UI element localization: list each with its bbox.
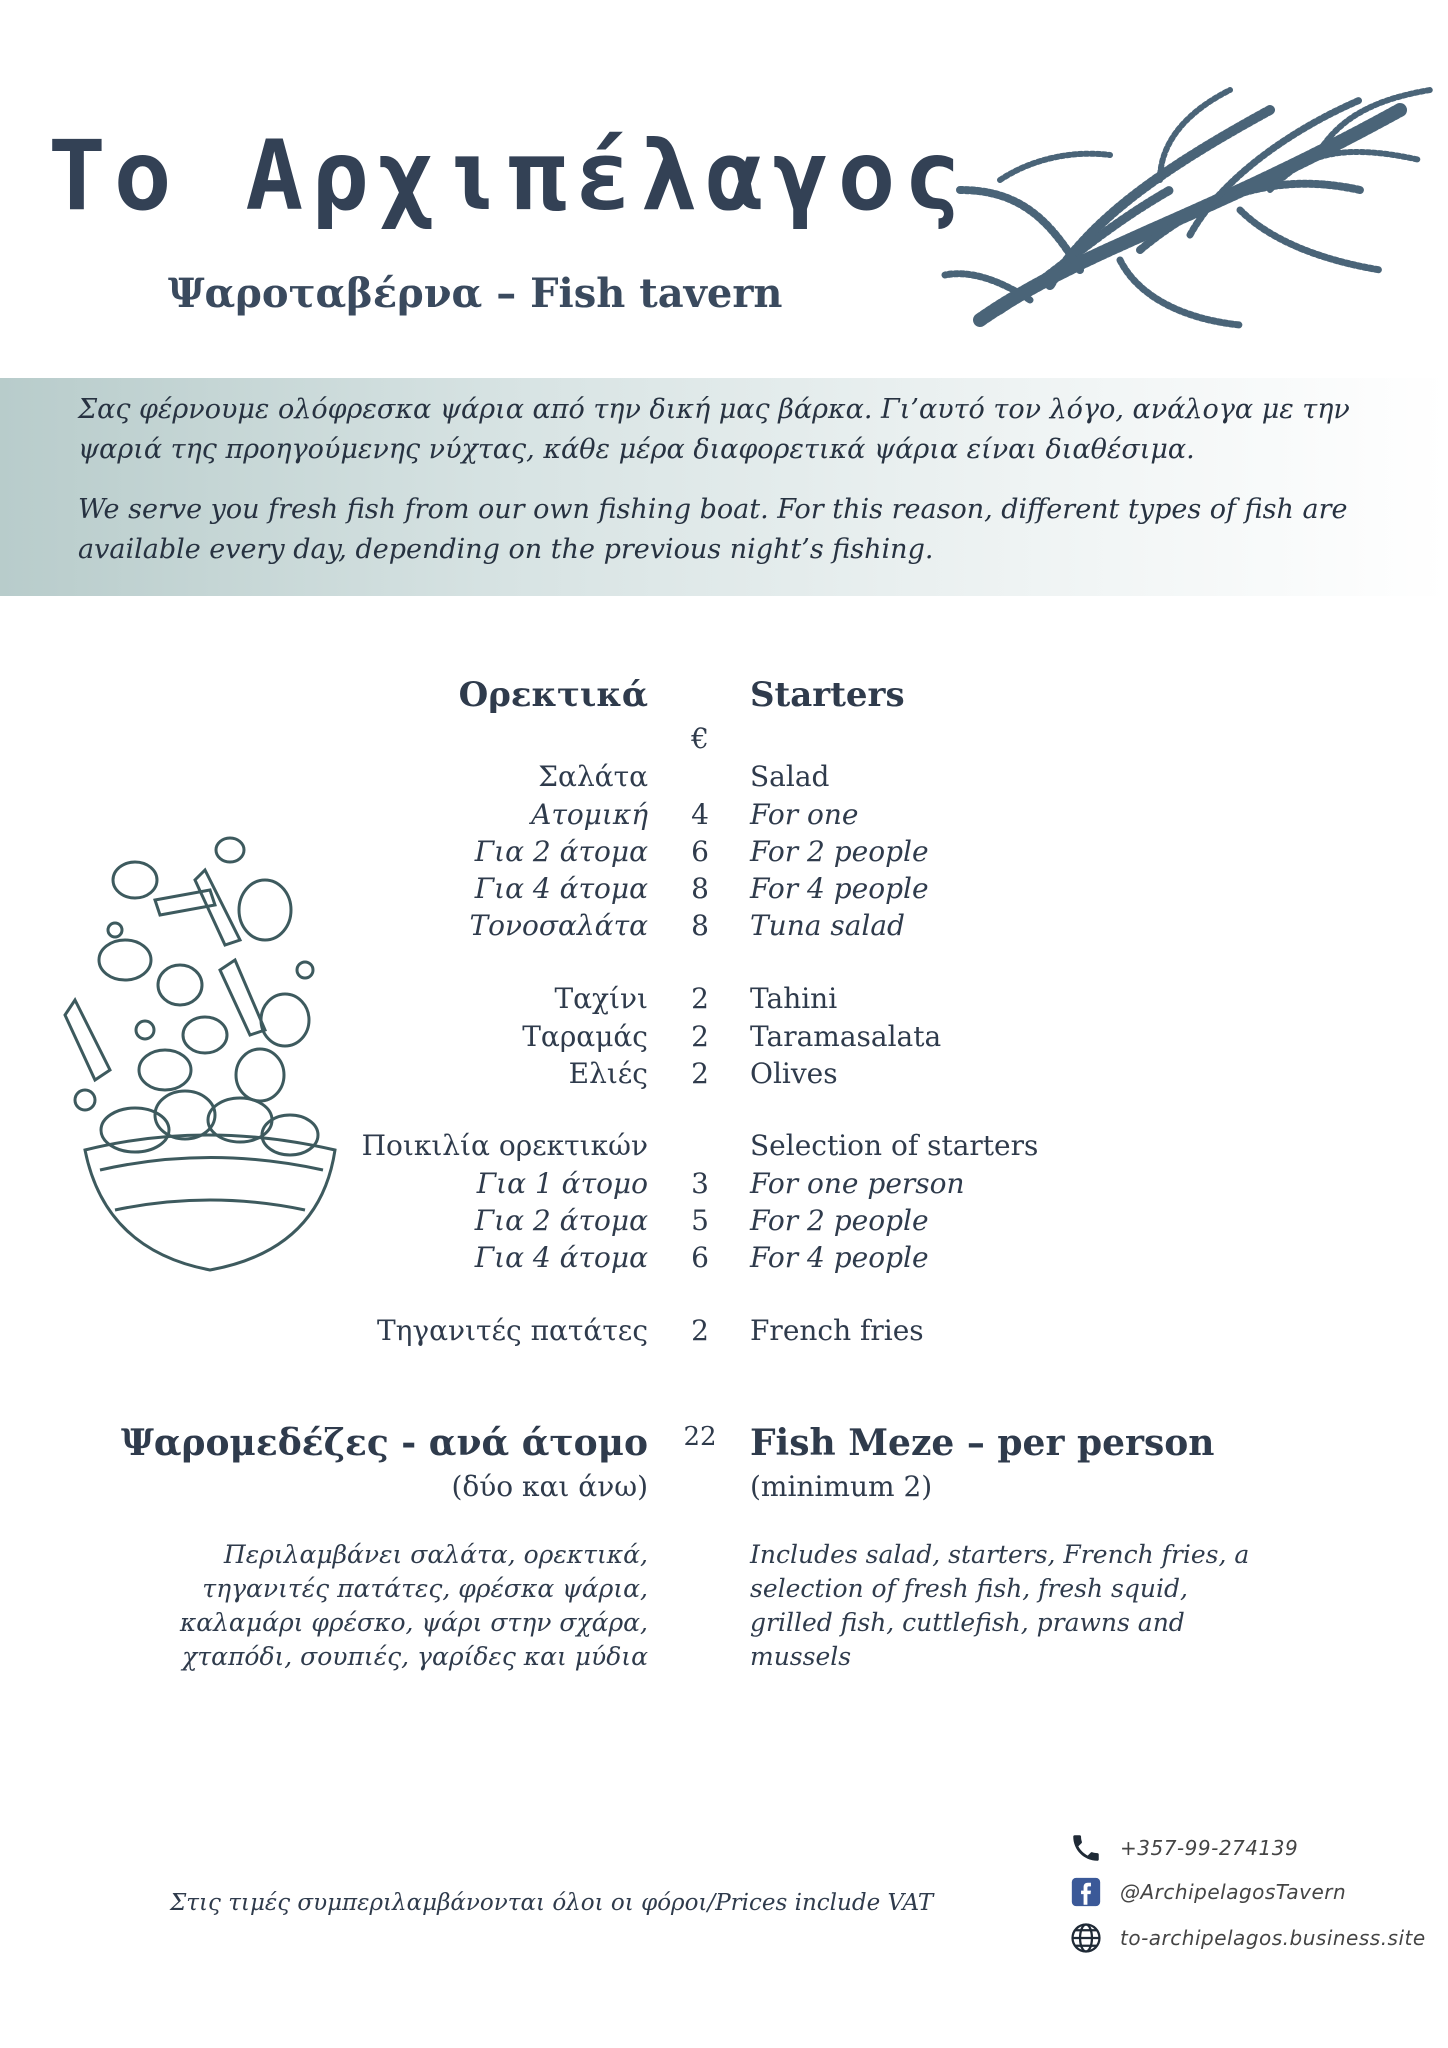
item-english: Taramasalata <box>750 1020 942 1053</box>
item-english: For one person <box>750 1167 965 1200</box>
item-english: For 4 people <box>750 872 929 905</box>
meze-description-greek: Περιλαμβάνει σαλάτα, ορεκτικά, τηγανιτές πατάτες, φρέσκα ψάρια, καλαμάρι φρέσκο, ψάρι στην σχάρα, χταπόδι, σουπιές, γαρίδες και μύδια <box>179 1540 648 1671</box>
item-english: French fries <box>750 1314 924 1347</box>
starters-heading-row <box>0 676 1448 714</box>
menu-item <box>0 758 1448 796</box>
menu-item <box>0 1312 1448 1350</box>
phone-icon <box>1066 1828 1106 1868</box>
meze-heading-english: Fish Meze – per person <box>750 1422 1215 1464</box>
item-price: 6 <box>691 835 709 868</box>
meze-heading-greek: Ψαρομεδέζες - ανά άτομο <box>120 1422 648 1464</box>
item-english: Tuna salad <box>750 909 905 942</box>
meze-description-english: Includes salad, starters, French fries, a selection of fresh fish, fresh squid, grilled fish, cuttlefish, prawns and mussels <box>750 1540 1250 1671</box>
item-price: 8 <box>691 909 709 942</box>
item-price: 6 <box>691 1241 709 1274</box>
item-english: Tahini <box>750 982 838 1015</box>
item-greek: Για 4 άτομα <box>474 1241 648 1274</box>
item-english: For 2 people <box>750 1204 929 1237</box>
item-greek: Ατομική <box>531 798 648 831</box>
vat-note: Στις τιμές συμπεριλαμβάνονται όλοι οι φόροι/Prices include VAT <box>170 1890 934 1916</box>
starters-heading-english: Starters <box>750 675 905 715</box>
item-greek: Ταραμάς <box>522 1020 648 1053</box>
facebook-icon <box>1066 1872 1106 1912</box>
intro-band <box>0 378 1448 596</box>
meze-sub-greek: (δύο και άνω) <box>451 1470 648 1503</box>
item-greek: Για 2 άτομα <box>474 1204 648 1237</box>
item-english: Salad <box>750 760 830 793</box>
contact-phone[interactable] <box>1066 1828 1298 1868</box>
item-english: For 4 people <box>750 1241 929 1274</box>
restaurant-subtitle: Ψαροταβέρνα – Fish tavern <box>168 270 783 317</box>
website-url: to-archipelagos.business.site <box>1120 1926 1426 1950</box>
item-greek: Ελιές <box>568 1057 648 1090</box>
contact-facebook[interactable] <box>1066 1872 1346 1912</box>
item-greek: Για 2 άτομα <box>474 835 648 868</box>
item-price: 2 <box>691 982 709 1015</box>
coral-illustration <box>940 70 1440 350</box>
starters-heading-greek: Ορεκτικά <box>458 675 648 715</box>
intro-greek: Σας φέρνουμε ολόφρεσκα ψάρια από την δική μας βάρκα. Γι’αυτό τον λόγο, ανάλογα με την ψαριά της προηγούμενης νύχτας, κάθε μέρα διαφορετικά ψάρια είναι διαθέσιμα. <box>78 394 1350 465</box>
globe-icon <box>1066 1918 1106 1958</box>
item-english: Selection of starters <box>750 1129 1039 1162</box>
meze-sub-english: (minimum 2) <box>750 1470 933 1503</box>
item-price: 2 <box>691 1057 709 1090</box>
meze-sub-row <box>0 1468 1448 1506</box>
phone-number: +357-99-274139 <box>1120 1836 1299 1860</box>
item-greek: Τονοσαλάτα <box>469 909 648 942</box>
meze-price: 22 <box>683 1422 717 1452</box>
item-greek: Για 1 άτομο <box>476 1167 648 1200</box>
item-price: 2 <box>691 1314 709 1347</box>
item-price: 3 <box>691 1167 709 1200</box>
currency-row <box>0 720 1448 758</box>
item-price: 5 <box>691 1204 709 1237</box>
item-price: 4 <box>691 798 709 831</box>
facebook-handle: @ArchipelagosTavern <box>1120 1880 1347 1904</box>
intro-english: We serve you fresh fish from our own fishing boat. For this reason, different types of fish are available every day, depending on the previous night’s fishing. <box>78 494 1348 565</box>
item-price: 2 <box>691 1020 709 1053</box>
item-greek: Τηγανιτές πατάτες <box>376 1314 648 1347</box>
item-english: For 2 people <box>750 835 929 868</box>
item-price: 8 <box>691 872 709 905</box>
item-greek: Για 4 άτομα <box>474 872 648 905</box>
currency-symbol: € <box>691 722 709 755</box>
meze-heading-row <box>0 1420 1448 1466</box>
item-greek: Ποικιλία ορεκτικών <box>361 1129 648 1162</box>
item-english: Olives <box>750 1057 838 1090</box>
salad-bowl-illustration <box>55 820 355 1280</box>
restaurant-title: Το Αρχιπέλαγος <box>48 120 970 232</box>
item-english: For one <box>750 798 859 831</box>
item-greek: Ταχίνι <box>554 982 648 1015</box>
contact-website[interactable] <box>1066 1918 1426 1958</box>
item-greek: Σαλάτα <box>538 760 648 793</box>
